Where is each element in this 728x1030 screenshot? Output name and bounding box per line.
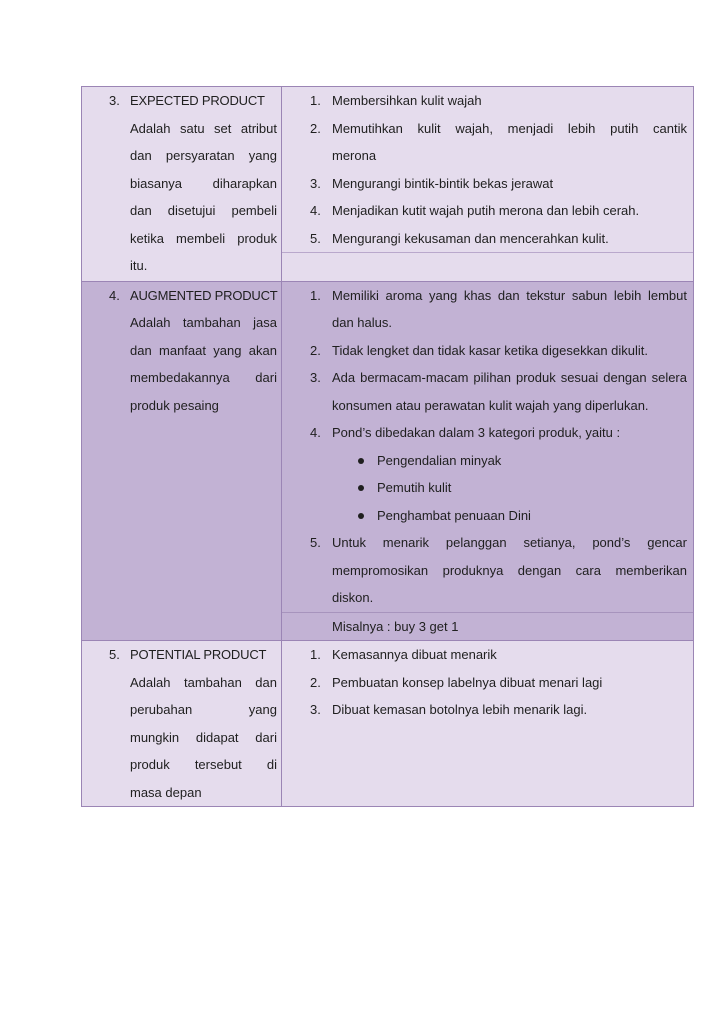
description-line: Adalah tambahan dan xyxy=(130,674,277,690)
list-item xyxy=(282,115,693,143)
description-line: mungkin didapat dari xyxy=(130,729,277,745)
product-levels-table xyxy=(81,86,694,807)
description-line: produk pesaing xyxy=(130,397,219,413)
bullet-item xyxy=(282,447,693,475)
list-item xyxy=(282,225,693,253)
item-text: Untuk menarik pelanggan setianya, pond’s gencar xyxy=(332,535,687,550)
table-row xyxy=(82,281,694,641)
item-text: Membersihkan kulit wajah xyxy=(332,93,482,108)
item-number: 2. xyxy=(310,120,321,136)
list-item xyxy=(282,87,693,115)
row-label-cell xyxy=(82,281,282,641)
row-heading xyxy=(82,87,281,115)
bullet-item xyxy=(282,502,693,530)
item-number: 3. xyxy=(310,702,321,717)
bullet-text: Penghambat penuaan Dini xyxy=(377,507,531,523)
item-text: Pembuatan konsep labelnya dibuat menari lagi xyxy=(332,674,603,690)
description-line: Adalah satu set atribut xyxy=(130,120,277,136)
list-item-continuation: merona xyxy=(332,148,377,163)
row-number: 4. xyxy=(109,287,120,303)
description-line: biasanya diharapkan xyxy=(130,175,277,191)
item-text: Memiliki aroma yang khas dan tekstur sabun lebih lembut xyxy=(332,287,687,303)
list-item xyxy=(282,282,693,310)
item-text: Mengurangi kekusaman dan mencerahkan kulit. xyxy=(332,230,609,246)
item-number: 2. xyxy=(310,342,321,358)
item-text: Dibuat kemasan botolnya lebih menarik lagi. xyxy=(332,702,588,717)
item-number: 4. xyxy=(310,203,321,218)
row-heading xyxy=(82,282,281,310)
row-heading xyxy=(82,641,281,669)
list-item xyxy=(282,669,693,697)
item-text: Memutihkan kulit wajah, menjadi lebih putih cantik xyxy=(332,120,687,136)
item-number: 2. xyxy=(310,674,321,690)
description-line: ketika membeli produk xyxy=(130,230,277,246)
row-title: AUGMENTED PRODUCT xyxy=(130,287,278,303)
item-number: 5. xyxy=(310,230,321,246)
empty-line xyxy=(282,252,693,281)
item-number: 1. xyxy=(310,93,321,108)
list-item xyxy=(282,170,693,198)
item-number: 1. xyxy=(310,287,321,303)
description-line: Adalah tambahan jasa xyxy=(130,315,277,330)
item-text: Tidak lengket dan tidak kasar ketika digesekkan dikulit. xyxy=(332,342,649,358)
list-item-continuation: Misalnya : buy 3 get 1 xyxy=(282,612,693,641)
description-line: dan disetujui pembeli xyxy=(130,203,277,218)
bullet-icon xyxy=(358,458,364,464)
row-label-cell xyxy=(82,87,282,282)
item-text: Menjadikan kutit wajah putih merona dan lebih cerah. xyxy=(332,203,640,218)
list-item-continuation: dan halus. xyxy=(332,315,392,330)
list-item xyxy=(282,641,693,669)
item-text: Kemasannya dibuat menarik xyxy=(332,647,497,662)
item-text: Pond’s dibedakan dalam 3 kategori produk, yaitu : xyxy=(332,425,621,440)
item-text: Ada bermacam-macam pilihan produk sesuai dengan selera xyxy=(332,370,687,385)
row-title: POTENTIAL PRODUCT xyxy=(130,647,267,662)
description-line: produk tersebut di xyxy=(130,757,277,772)
item-number: 3. xyxy=(310,175,321,191)
list-item xyxy=(282,364,693,392)
table-row xyxy=(82,641,694,807)
item-number: 1. xyxy=(310,647,321,662)
row-number: 5. xyxy=(109,647,120,662)
bullet-icon xyxy=(358,485,364,491)
bullet-text: Pengendalian minyak xyxy=(377,452,502,468)
item-number: 3. xyxy=(310,370,321,385)
list-item xyxy=(282,337,693,365)
list-item-continuation: konsumen atau perawatan kulit wajah yang diperlukan. xyxy=(332,397,649,413)
description-line: dan manfaat yang akan xyxy=(130,342,277,358)
list-item-continuation: diskon. xyxy=(332,590,374,605)
description-line: dan persyaratan yang xyxy=(130,148,277,163)
row-items-cell xyxy=(282,87,694,282)
table-row xyxy=(82,87,694,282)
list-item xyxy=(282,696,693,724)
item-number: 5. xyxy=(310,535,321,550)
item-text: Mengurangi bintik-bintik bekas jerawat xyxy=(332,175,554,191)
bullet-item xyxy=(282,474,693,502)
list-item xyxy=(282,197,693,225)
description-line: masa depan xyxy=(130,784,202,800)
row-title: EXPECTED PRODUCT xyxy=(130,93,265,108)
row-label-cell xyxy=(82,641,282,807)
description-line: perubahan yang xyxy=(130,702,277,717)
list-item xyxy=(282,419,693,447)
row-number: 3. xyxy=(109,93,120,108)
row-items-cell xyxy=(282,281,694,641)
description-line: itu. xyxy=(130,258,148,273)
list-item-continuation: mempromosikan produknya dengan cara memberikan xyxy=(332,562,687,578)
bullet-text: Pemutih kulit xyxy=(377,480,452,495)
description-line: membedakannya dari xyxy=(130,370,277,385)
row-items-cell xyxy=(282,641,694,807)
list-item xyxy=(282,529,693,557)
item-number: 4. xyxy=(310,425,321,440)
bullet-icon xyxy=(358,513,364,519)
